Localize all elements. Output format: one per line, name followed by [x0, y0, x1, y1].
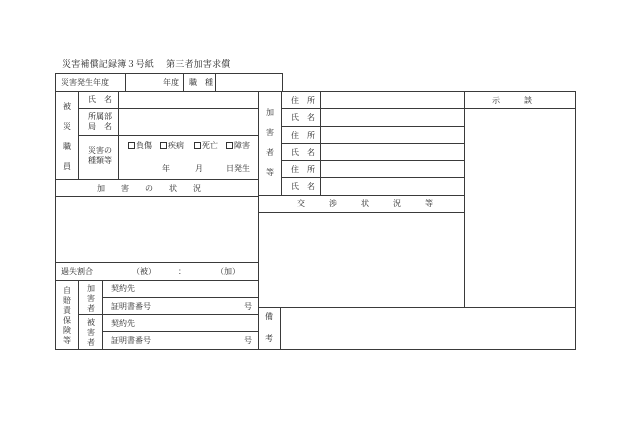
victim-dept-label-2: 局 名	[88, 122, 112, 131]
fault-perp-side: （加）	[216, 267, 240, 276]
disaster-kind-label-2: 種類等	[88, 156, 112, 165]
option-illness[interactable]: 疾病	[160, 141, 184, 151]
perp-cert-suffix: 号	[244, 302, 252, 311]
date-year: 年	[162, 164, 170, 173]
divider	[280, 307, 281, 350]
divider	[102, 297, 259, 298]
divider	[258, 195, 464, 196]
divider	[78, 280, 79, 350]
divider	[78, 108, 259, 109]
remarks-label: 備 考	[265, 312, 273, 343]
divider	[215, 73, 216, 92]
option-disability[interactable]: 障害	[226, 141, 250, 151]
checkbox-icon	[226, 142, 233, 149]
fault-ratio-label: 過失割合	[61, 267, 93, 276]
perp-row-label: 住 所	[291, 165, 315, 174]
perp-row-label: 氏 名	[291, 182, 315, 191]
divider	[102, 280, 103, 350]
damage-status-header: 加 害 の 状 況	[97, 184, 201, 193]
option-death[interactable]: 死亡	[194, 141, 218, 151]
checkbox-icon	[160, 142, 167, 149]
job-type-label: 職 種	[189, 78, 213, 87]
date-month: 月	[195, 164, 203, 173]
right-form-box	[258, 91, 576, 350]
divider	[78, 135, 259, 136]
year-suffix: 年度	[163, 78, 179, 87]
title-sub: 第三者加害求償	[166, 60, 231, 70]
divider	[55, 179, 259, 180]
divider	[183, 73, 184, 92]
option-injury[interactable]: 負傷	[128, 141, 152, 151]
perp-row-label: 氏 名	[291, 148, 315, 157]
divider	[281, 160, 464, 161]
victim-group-label: 被 災 職 員	[63, 102, 71, 171]
divider	[258, 307, 576, 308]
victim-name-label: 氏 名	[88, 95, 112, 104]
perp-contract-label: 契約先	[111, 284, 135, 293]
divider	[258, 212, 464, 213]
divider	[55, 262, 259, 263]
perp-cert-label: 証明書番号	[111, 302, 151, 311]
divider	[281, 143, 464, 144]
settlement-header: 示 談	[492, 96, 532, 105]
victim-cert-label: 証明書番号	[111, 336, 151, 345]
perpetrator-group-label: 加 害 者 等	[266, 108, 274, 177]
victim-contract-label: 契約先	[111, 319, 135, 328]
fault-colon: ：	[178, 267, 186, 276]
title-main: 災害補償記録簿３号紙	[62, 60, 155, 70]
fault-victim-side: （被）	[132, 267, 156, 276]
divider	[281, 108, 464, 109]
victim-dept-label-1: 所属部	[88, 112, 112, 121]
divider	[102, 331, 259, 332]
victim-cert-suffix: 号	[244, 336, 252, 345]
insurance-group-label: 自 賠 責 保 険 等	[63, 286, 71, 345]
date-day: 日発生	[226, 164, 250, 173]
divider	[464, 91, 465, 307]
divider	[55, 196, 259, 197]
occurrence-year-label: 災害発生年度	[61, 78, 109, 87]
perp-row-label: 住 所	[291, 131, 315, 140]
checkbox-icon	[128, 142, 135, 149]
divider	[55, 280, 259, 281]
divider	[281, 126, 464, 127]
document-title	[62, 57, 239, 70]
checkbox-icon	[194, 142, 201, 149]
perp-row-label: 氏 名	[291, 113, 315, 122]
divider	[281, 177, 464, 178]
insurance-perp-label: 加 害 者	[87, 284, 95, 313]
divider	[464, 108, 576, 109]
insurance-victim-label: 被 害 者	[87, 318, 95, 347]
disaster-kind-label-1: 災害の	[88, 146, 112, 155]
divider	[78, 314, 259, 315]
negotiation-status-header: 交 渉 状 況 等	[297, 199, 433, 208]
perp-row-label: 住 所	[291, 96, 315, 105]
divider	[125, 73, 126, 92]
